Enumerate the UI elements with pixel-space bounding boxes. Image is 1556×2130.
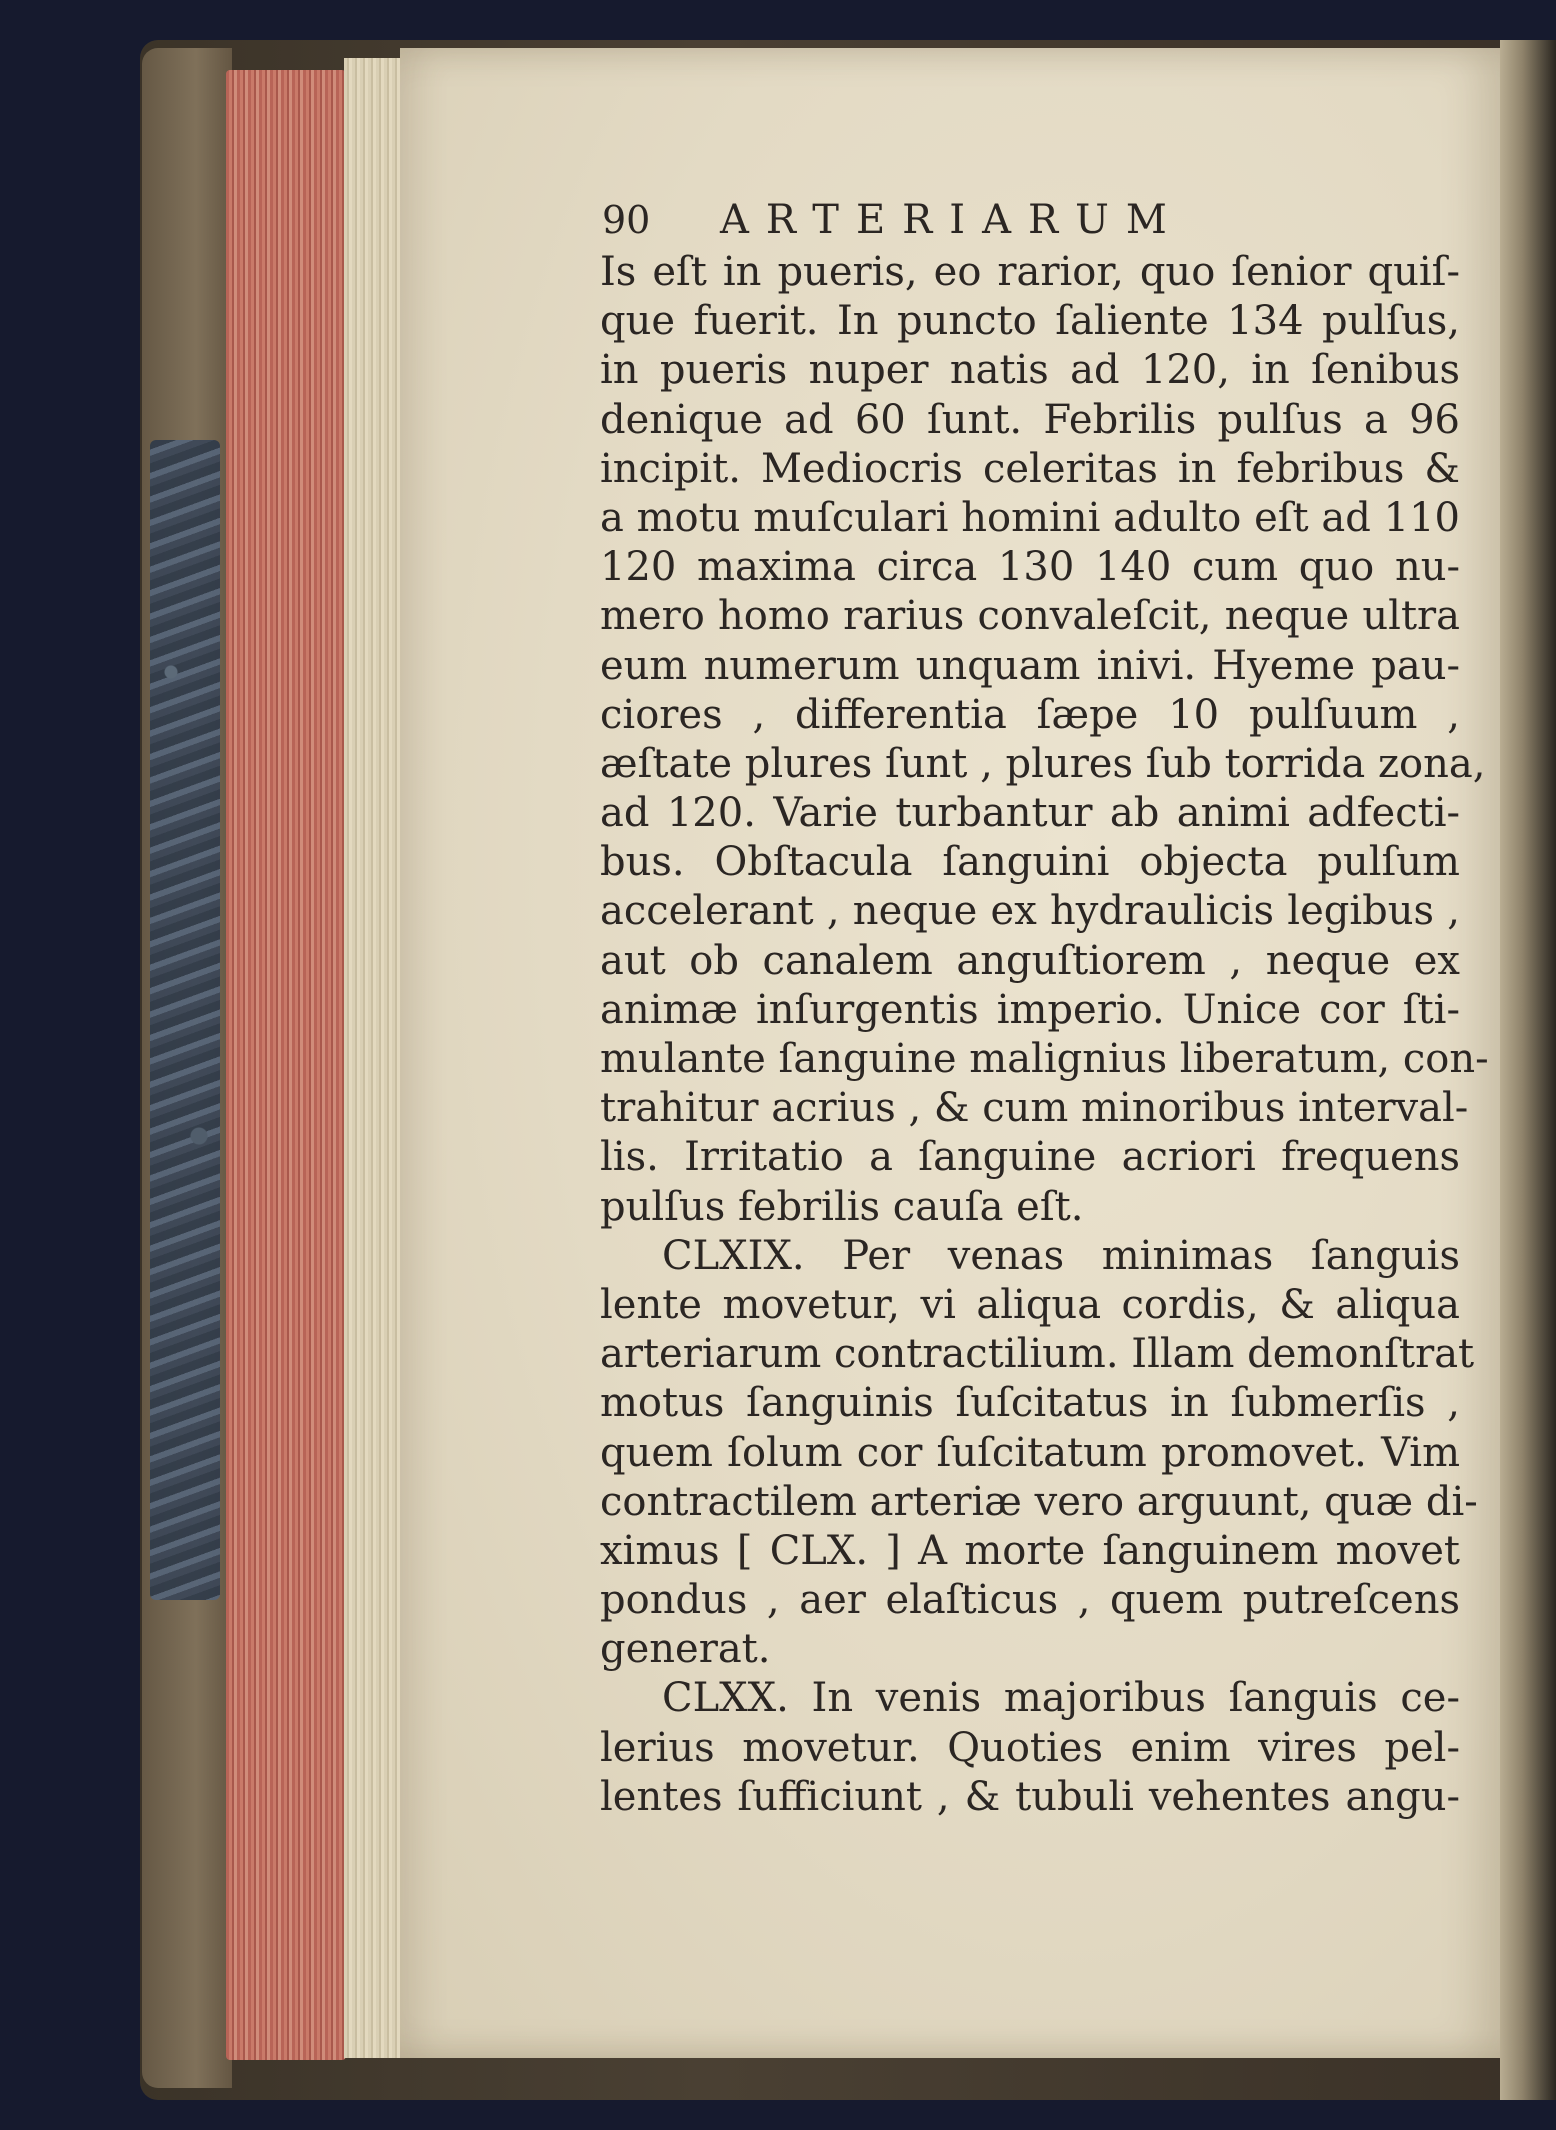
text-line: pulſus febrilis cauſa eſt. <box>600 1183 1084 1230</box>
text-line: accelerant , neque ex hydraulicis legibus , <box>600 888 1460 935</box>
text-line: lente movetur, vi aliqua cordis, & aliqua <box>600 1281 1460 1328</box>
text-line: aut ob canalem anguſtiorem , neque ex <box>600 937 1460 984</box>
gutter-shadow <box>1500 40 1556 2100</box>
page-stack <box>344 58 404 2058</box>
text-line: que fuerit. In puncto ſaliente 134 pulſus, <box>600 298 1460 345</box>
text-line: a motu muſculari homini adulto eſt ad 110 <box>600 494 1460 541</box>
text-line: CLXIX. Per venas minimas ſanguis <box>662 1232 1460 1279</box>
text-line: mero homo rarius convaleſcit, neque ultra <box>600 593 1460 640</box>
text-line: pondus , aer elaſticus , quem putreſcens <box>600 1577 1460 1624</box>
text-line: CLXX. In venis majoribus ſanguis ce- <box>662 1675 1460 1722</box>
text-line: lerius movetur. Quoties enim vires pel- <box>600 1724 1460 1771</box>
text-block <box>600 196 1489 1822</box>
text-line: in pueris nuper natis ad 120, in ſenibus <box>600 347 1460 394</box>
text-line: bus. Obſtacula ſanguini objecta pulſum <box>600 839 1460 886</box>
text-line: generat. <box>600 1626 771 1673</box>
text-line: ad 120. Varie turbantur ab animi adfecti- <box>600 790 1460 837</box>
red-page-edges <box>226 70 346 2060</box>
page-header <box>600 196 1460 248</box>
text-line: Is eſt in pueris, eo rarior, quo ſenior quiſ- <box>600 249 1460 295</box>
text-line: motus ſanguinis ſuſcitatus in ſubmerſis , <box>600 1380 1460 1427</box>
text-line: incipit. Mediocris celeritas in febribus & <box>600 445 1460 492</box>
text-line: lis. Irritatio a ſanguine acriori frequens <box>600 1134 1460 1181</box>
text-line: ximus [ CLX. ] A morte ſanguinem movet <box>600 1527 1460 1574</box>
text-line: arteriarum contractilium. Illam demonſtrat <box>600 1331 1475 1378</box>
text-line: eum numerum unquam inivi. Hyeme pau- <box>600 642 1460 689</box>
page-number: 90 <box>602 198 651 242</box>
text-line: lentes ſufficiunt , & tubuli vehentes angu- <box>600 1773 1460 1820</box>
body-text <box>600 248 1489 1822</box>
marbled-board <box>150 440 220 1600</box>
text-line: animæ inſurgentis imperio. Unice cor ſti- <box>600 986 1460 1033</box>
text-line: denique ad 60 ſunt. Febrilis pulſus a 96 <box>600 396 1460 443</box>
text-line: contractilem arteriæ vero arguunt, quæ di- <box>600 1478 1478 1525</box>
text-line: trahitur acrius , & cum minoribus interval- <box>600 1085 1469 1132</box>
text-line: ciores , differentia ſæpe 10 pulſuum , <box>600 691 1460 738</box>
text-line: quem ſolum cor ſuſcitatum promovet. Vim <box>600 1429 1460 1476</box>
running-head: ARTERIARUM <box>720 197 1184 243</box>
text-line: mulante ſanguine malignius liberatum, con- <box>600 1036 1489 1082</box>
text-line: 120 maxima circa 130 140 cum quo nu- <box>600 544 1460 591</box>
text-line: æſtate plures ſunt , plures ſub torrida zona, <box>600 740 1486 787</box>
